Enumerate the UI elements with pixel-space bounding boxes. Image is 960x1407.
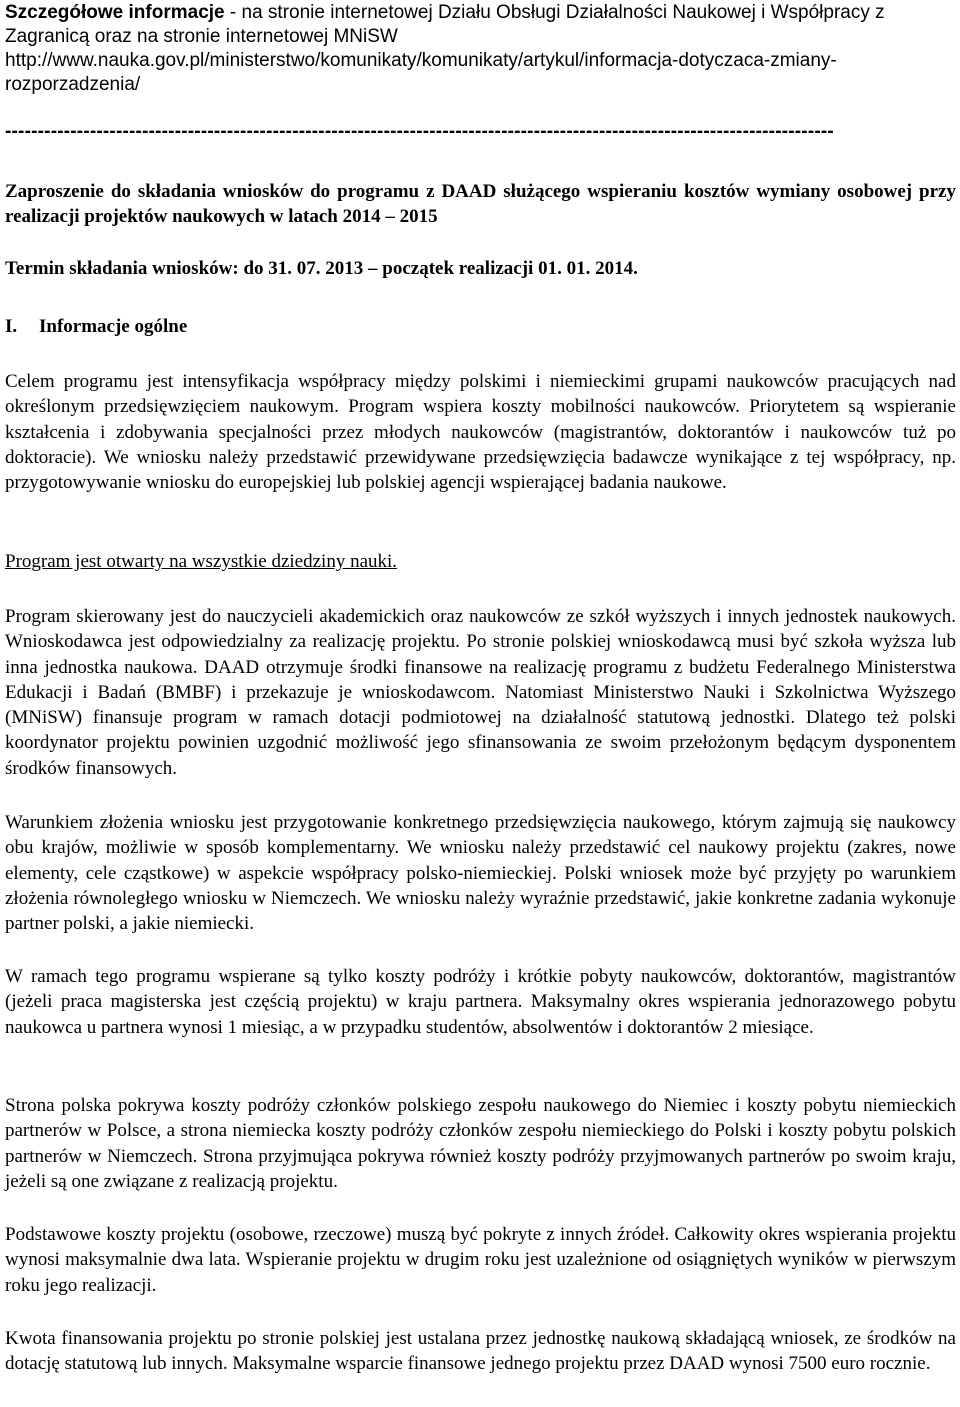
paragraph-cost-split: Strona polska pokrywa koszty podróży członków polskiego zespołu naukowego do Niemiec i koszty pobytu niemieckich partnerów w Polsce, a strona niemiecka koszty podróży członków zespołu niemieckiego do Polski i koszty pobytu polskich partnerów w Niemczech. Strona przyjmująca pokrywa również koszty podróży przyjmowanych partnerów po swoim kraju, jeżeli są one związane z realizacją projektu. xyxy=(5,1095,956,1192)
section-title: Informacje ogólne xyxy=(39,316,188,337)
section-number: I. xyxy=(5,316,18,337)
document-title: Zaproszenie do składania wniosków do programu z DAAD służącego wspieraniu kosztów wymiany osobowej przy realizacji projektów naukowych w latach 2014 – 2015 xyxy=(5,181,956,227)
intro-info xyxy=(5,1,956,97)
deadline-line: Termin składania wniosków: do 31. 07. 2013 – początek realizacji 01. 01. 2014. xyxy=(5,258,638,279)
paragraph-target-applicants: Program skierowany jest do nauczycieli akademickich oraz naukowców ze szkół wyższych i innych jednostek naukowych. Wnioskodawca jest odpowiedzialny za realizację projektu. Po stronie polskiej wnioskodawcą musi być szkoła wyższa lub inna jednostka naukowa. DAAD otrzymuje środki finansowe na realizację programu z budżetu Federalnego Ministerstwa Edukacji i Badań (BMBF) i przekazuje je wnioskodawcom. Natomiast Ministerstwo Nauki i Szkolnictwa Wyższego (MNiSW) finansuje program w ramach dotacji podmiotowej na działalność statutową jednostki. Dlatego też polski koordynator projektu powinien uzgodnić możliwość jego sfinansowania ze swoim przełożonym będącym dysponentem środków finansowych. xyxy=(5,606,956,779)
paragraph-application-conditions: Warunkiem złożenia wniosku jest przygotowanie konkretnego przedsięwzięcia naukowego, którym zajmują się naukowcy obu krajów, możliwie w sposób komplementarny. We wniosku należy przedstawić cel naukowy projektu (zakres, nowe elementy, cele cząstkowe) w aspekcie współpracy polsko-niemieckiej. Polski wniosek może być przyjęty po warunkiem złożenia równoległego wniosku w Niemczech. We wniosku należy wyraźnie przedstawić, jakie konkretne zadania wykonuje partner polski, a jakie niemiecki. xyxy=(5,812,956,935)
section-heading xyxy=(5,314,956,339)
paragraph-supported-costs: W ramach tego programu wspierane są tylko koszty podróży i krótkie pobyty naukowców, doktorantów, magistrantów (jeżeli praca magisterska jest częścią projektu) w kraju partnera. Maksymalny okres wspierania jednorazowego pobytu naukowca u partnera wynosi 1 miesiąc, a w przypadku studentów, absolwentów i doktorantów 2 miesiące. xyxy=(5,966,956,1038)
intro-label: Szczegółowe informacje xyxy=(5,2,225,23)
separator-line: ------------------------------------------------------------------------------------------------------------------------------- xyxy=(5,121,834,142)
paragraph-funding-amount: Kwota finansowania projektu po stronie polskiej jest ustalana przez jednostkę naukową składającą wniosek, ze środków na dotację statutową lub innych. Maksymalne wsparcie finansowe jednego projektu przez DAAD wynosi 7500 euro rocznie. xyxy=(5,1328,956,1375)
ministry-link[interactable]: http://www.nauka.gov.pl/ministerstwo/komunikaty/komunikaty/artykul/informacja-dotyczaca-zmiany-rozporzadzenia/ xyxy=(5,50,837,95)
paragraph-open-fields: Program jest otwarty na wszystkie dziedziny nauki. xyxy=(5,551,398,572)
paragraph-program-goal: Celem programu jest intensyfikacja współpracy między polskimi i niemieckimi grupami naukowców pracujących nad określonym przedsięwzięciem naukowym. Program wspiera koszty mobilności naukowców. Priorytetem są wspieranie kształcenia i zdobywania specjalności przez młodych naukowców (magistrantów, doktorantów i naukowców tuż po doktoracie). We wniosku należy przedstawić przewidywane przedsięwzięcia badawcze wynikające z tej współpracy, np. przygotowywanie wniosku do europejskiej lub polskiej agencji wspierającej badania naukowe. xyxy=(5,371,956,494)
intro-text: - na stronie internetowej Działu Obsługi Działalności Naukowej i Współpracy z Zagranicą oraz na stronie internetowej MNiSW xyxy=(5,2,885,47)
paragraph-project-duration: Podstawowe koszty projektu (osobowe, rzeczowe) muszą być pokryte z innych źródeł. Całkowity okres wspierania projektu wynosi maksymalnie dwa lata. Wspieranie projektu w drugim roku jest uzależnione od osiągniętych wyników w pierwszym roku jego realizacji. xyxy=(5,1224,956,1296)
